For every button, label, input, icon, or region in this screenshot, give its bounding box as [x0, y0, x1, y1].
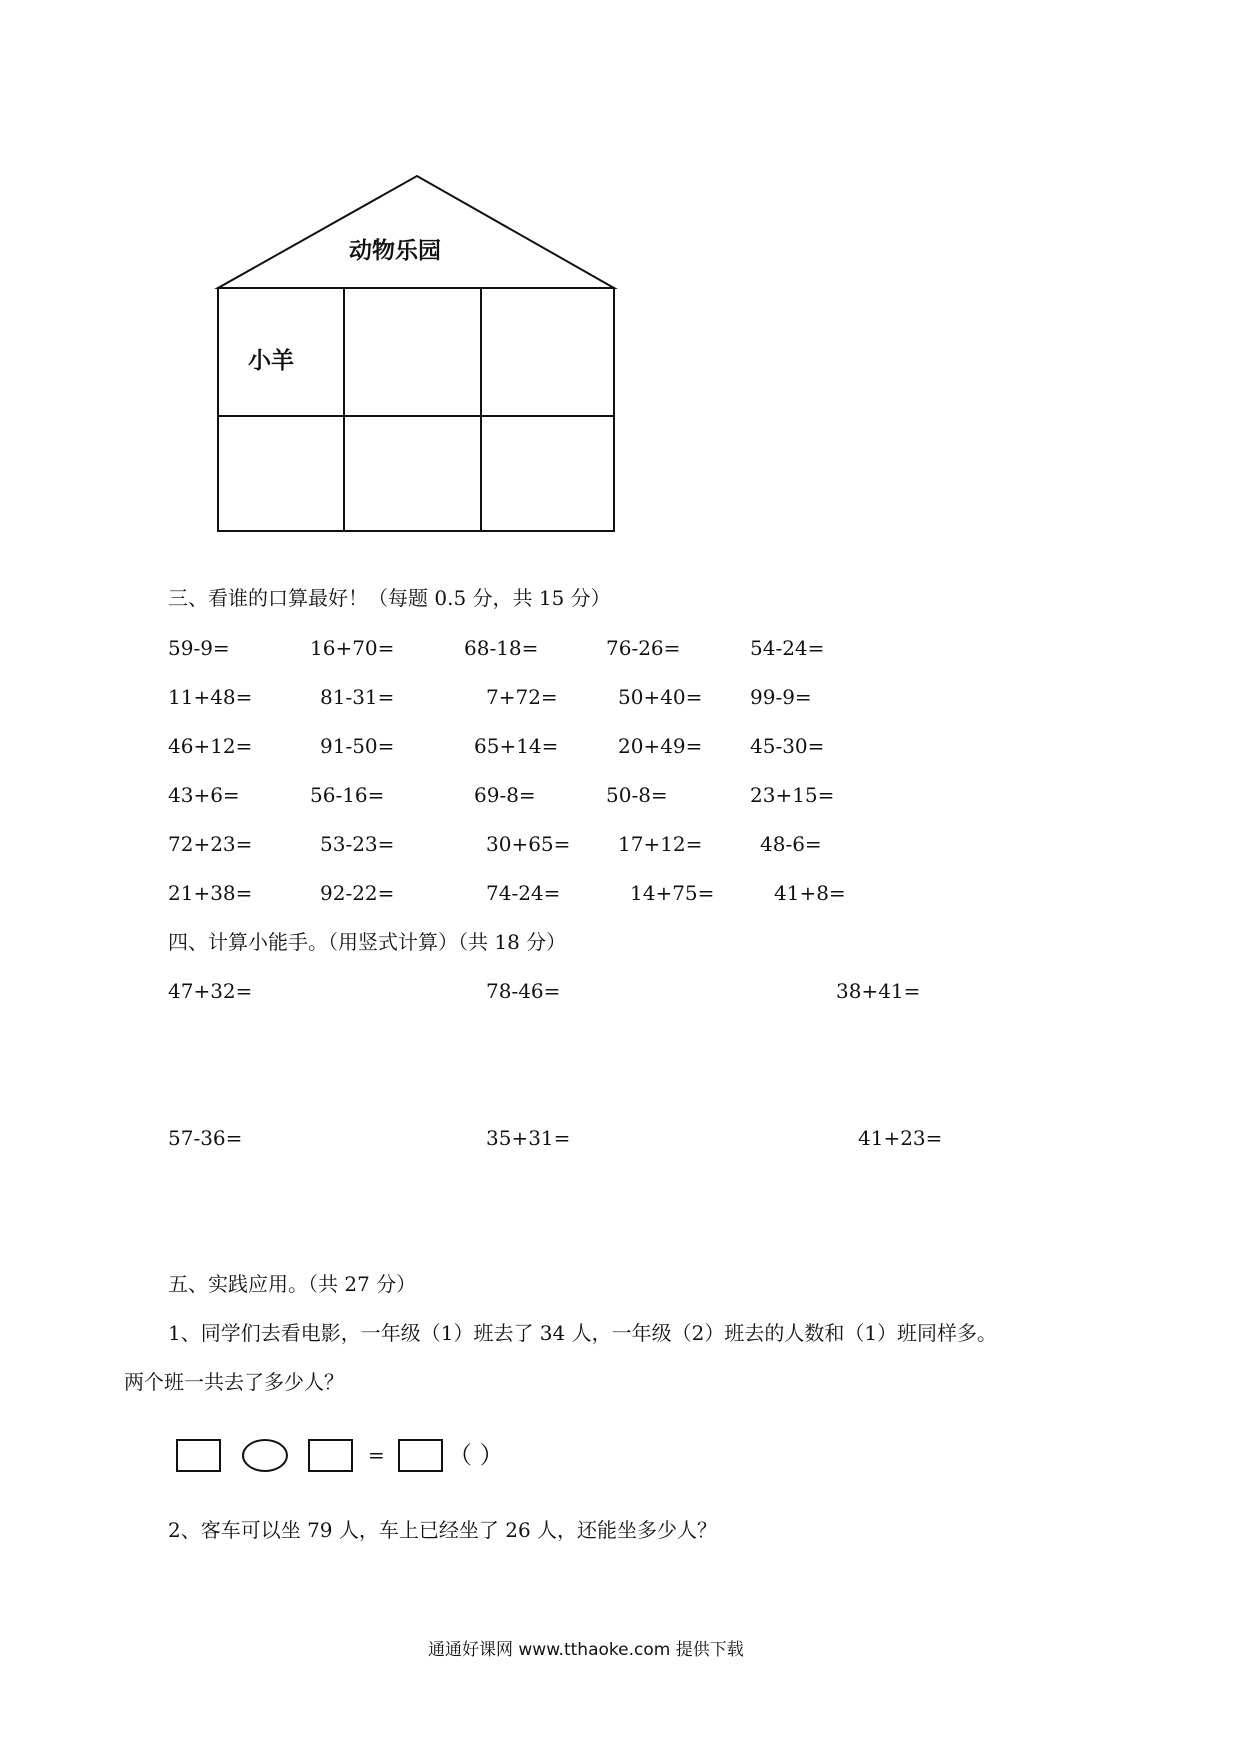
section3-heading: 三、看谁的口算最好！（每题 0.5 分，共 15 分）	[168, 586, 611, 610]
mental-math-item: 21+38=	[168, 881, 253, 905]
mental-math-item: 14+75=	[630, 881, 715, 905]
operator-oval[interactable]	[242, 1439, 288, 1472]
question-1-text-cont: 两个班一共去了多少人？	[124, 1370, 344, 1394]
zoo-house-drawing	[0, 0, 1240, 560]
question-2-text: 2、客车可以坐 79 人，车上已经坐了 26 人，还能坐多少人？	[168, 1518, 718, 1542]
footer-credit: 通通好课网 www.tthaoke.com 提供下载	[428, 1640, 744, 1660]
vertical-calc-item: 41+23=	[858, 1126, 943, 1150]
mental-math-item: 11+48=	[168, 685, 253, 709]
zoo-title: 动物乐园	[349, 238, 441, 264]
mental-math-item: 46+12=	[168, 734, 253, 758]
unit-blank[interactable]: （ ）	[448, 1441, 504, 1469]
mental-math-item: 41+8=	[774, 881, 846, 905]
mental-math-item: 50-8=	[606, 783, 668, 807]
equals-sign: =	[368, 1443, 385, 1467]
vertical-calc-item: 78-46=	[486, 979, 561, 1003]
answer-box[interactable]	[308, 1439, 353, 1472]
mental-math-item: 45-30=	[750, 734, 825, 758]
mental-math-item: 81-31=	[320, 685, 395, 709]
mental-math-item: 68-18=	[464, 636, 539, 660]
answer-box[interactable]	[176, 1439, 221, 1472]
mental-math-item: 43+6=	[168, 783, 240, 807]
mental-math-item: 23+15=	[750, 783, 835, 807]
vertical-calc-item: 35+31=	[486, 1126, 571, 1150]
mental-math-item: 76-26=	[606, 636, 681, 660]
mental-math-item: 50+40=	[618, 685, 703, 709]
mental-math-item: 91-50=	[320, 734, 395, 758]
vertical-calc-item: 47+32=	[168, 979, 253, 1003]
zoo-grid-frame	[218, 288, 614, 531]
mental-math-item: 74-24=	[486, 881, 561, 905]
mental-math-item: 48-6=	[760, 832, 822, 856]
answer-box[interactable]	[398, 1439, 443, 1472]
mental-math-item: 69-8=	[474, 783, 536, 807]
mental-math-item: 20+49=	[618, 734, 703, 758]
mental-math-item: 92-22=	[320, 881, 395, 905]
section4-heading: 四、计算小能手。（用竖式计算）（共 18 分）	[168, 930, 567, 954]
mental-math-item: 54-24=	[750, 636, 825, 660]
mental-math-item: 65+14=	[474, 734, 559, 758]
vertical-calc-item: 38+41=	[836, 979, 921, 1003]
mental-math-item: 17+12=	[618, 832, 703, 856]
question-1-text: 1、同学们去看电影，一年级（1）班去了 34 人，一年级（2）班去的人数和（1）班同样多。	[168, 1321, 998, 1345]
mental-math-item: 99-9=	[750, 685, 812, 709]
zoo-cell-sheep: 小羊	[248, 348, 294, 374]
mental-math-item: 7+72=	[486, 685, 558, 709]
mental-math-item: 56-16=	[310, 783, 385, 807]
section5-heading: 五、实践应用。（共 27 分）	[168, 1272, 417, 1296]
mental-math-item: 53-23=	[320, 832, 395, 856]
mental-math-item: 16+70=	[310, 636, 395, 660]
mental-math-item: 30+65=	[486, 832, 571, 856]
mental-math-item: 59-9=	[168, 636, 230, 660]
mental-math-item: 72+23=	[168, 832, 253, 856]
vertical-calc-item: 57-36=	[168, 1126, 243, 1150]
